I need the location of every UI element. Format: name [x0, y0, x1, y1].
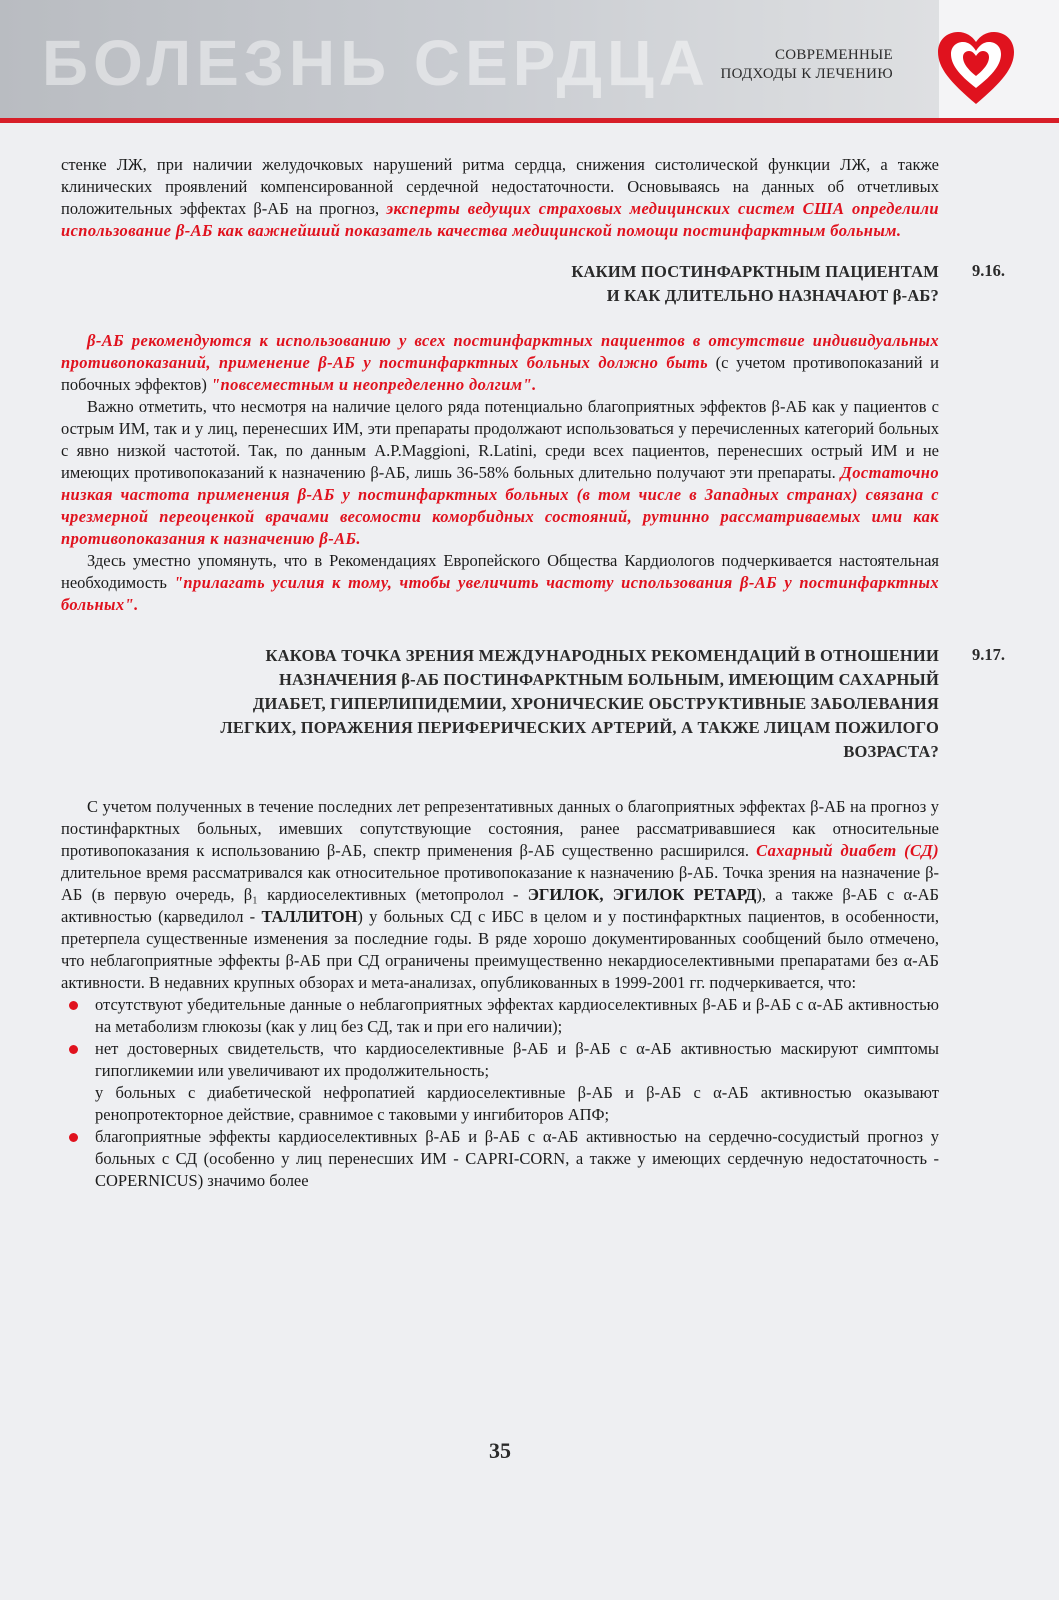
list-item — [61, 1126, 939, 1192]
list-item — [61, 1082, 939, 1126]
section-9-16-paragraph-1 — [61, 330, 939, 396]
page-content — [61, 154, 1005, 1192]
list-item-text: у больных с диабетической нефропатией кардиоселективные β-АБ и β-АБ с α-АБ активностью оказывают ренопротекторное действие, сравнимое с таковыми у ингибиторов АПФ; — [95, 1083, 939, 1124]
section-9-16-p1-highlight1: β-АБ рекомендуются к использованию у всех постинфарктных пациентов в отсутствие индивидуальных противопоказаний, применение β-АБ у постинфарктных больных должно быть — [61, 331, 939, 372]
drug-name-tallitone: ТАЛЛИТОН — [261, 907, 358, 926]
section-9-16-p3-highlight: "прилагать усилия к тому, чтобы увеличить частоту использования β-АБ у постинфарктных больных". — [61, 573, 940, 614]
section-9-16-p3-text: Здесь уместно упомянуть, что в Рекомендациях Европейского Общества Кардиологов подчеркивается настоятельная необходимость — [61, 551, 939, 592]
question-9-17-title-line2: НАЗНАЧЕНИЯ β-АБ ПОСТИНФАРКТНЫМ БОЛЬНЫМ, ИМЕЮЩИМ САХАРНЫЙ — [278, 670, 939, 689]
question-9-17 — [61, 644, 1005, 764]
section-9-16-paragraph-2 — [61, 396, 939, 550]
bullet-dot-icon — [69, 1045, 78, 1054]
list-item-text: нет достоверных свидетельств, что кардиоселективные β-АБ и β-АБ с α-АБ активностью маскируют симптомы гипогликемии или увеличивают их продолжительность; — [95, 1039, 939, 1080]
question-9-16-title — [61, 260, 939, 308]
section-9-17-p1-text-a: С учетом полученных в течение последних лет репрезентативных данных о благоприятных эффектах β-АБ на прогноз у постинфарктных больных, имевших сопутствующие состояния, ранее рассматривавшиеся как относительные противопоказания к использованию β-АБ, спектр применения β-АБ существенно расширился. — [61, 797, 939, 860]
heart-logo-icon — [936, 30, 1016, 108]
drug-name-egilok: ЭГИЛОК, ЭГИЛОК РЕТАРД — [527, 885, 757, 904]
intro-highlight: эксперты ведущих страховых медицинских систем США определили использование β-АБ как важнейший показатель качества медицинской помощи постинфарктным больным. — [61, 199, 940, 240]
bullet-dot-icon — [69, 1001, 78, 1010]
list-item-text: благоприятные эффекты кардиоселективных β-АБ и β-АБ с α-АБ активностью на сердечно-сосудистый прогноз у больных с СД (особенно у лиц перенесших ИМ - CAPRI-CORN, а также у имеющих сердечную недостаточность - COPERNICUS) значимо более — [95, 1127, 939, 1190]
header-subtitle-line1: СОВРЕМЕННЫЕ — [774, 47, 893, 63]
header-red-rule — [0, 118, 1059, 123]
list-item — [61, 994, 939, 1038]
page-header — [0, 0, 1059, 120]
question-9-16-number: 9.16. — [972, 261, 1005, 280]
question-9-16-title-line1: КАКИМ ПОСТИНФАРКТНЫМ ПАЦИЕНТАМ — [571, 262, 939, 281]
question-9-17-title-line3: ДИАБЕТ, ГИПЕРЛИПИДЕМИИ, ХРОНИЧЕСКИЕ ОБСТРУКТИВНЫЕ ЗАБОЛЕВАНИЯ — [252, 694, 939, 713]
intro-paragraph — [61, 154, 939, 242]
section-9-17-p1-text-c: ), а также β-АБ с α-АБ активностью (карведилол - — [61, 885, 940, 926]
question-9-17-title — [61, 644, 939, 764]
header-subtitle-line2: ПОДХОДЫ К ЛЕЧЕНИЮ — [720, 66, 893, 82]
section-9-17-p1-text-d: ) у больных СД с ИБС в целом и у постинфарктных пациентов, в особенности, претерпела существенные изменения за последние годы. В ряде хорошо документированных сообщений было отмечено, что неблагоприятные эффекты β-АБ при СД ограничены преимущественно некардиоселективными препаратами без α-АБ активности. В недавних крупных обзорах и мета-анализах, опубликованных в 1999-2001 гг. подчеркивается, что: — [61, 907, 939, 992]
question-9-17-title-line4: ЛЕГКИХ, ПОРАЖЕНИЯ ПЕРИФЕРИЧЕСКИХ АРТЕРИЙ, А ТАКЖЕ ЛИЦАМ ПОЖИЛОГО — [220, 718, 939, 737]
question-9-17-title-line5: ВОЗРАСТА? — [843, 742, 939, 761]
header-subtitle — [720, 46, 893, 84]
page-number: 35 — [489, 1438, 511, 1463]
section-9-16-p2-highlight: Достаточно низкая частота применения β-АБ у постинфарктных больных (в том числе в Западных странах) связана с чрезмерной переоценкой врачами весомости коморбидных состояний, рутинно рассматриваемых ими как противопоказания к назначению β-АБ. — [61, 463, 939, 548]
question-9-16 — [61, 260, 1005, 308]
question-9-17-number: 9.17. — [972, 645, 1005, 664]
bullet-dot-icon — [69, 1133, 78, 1142]
section-9-16-paragraph-3 — [61, 550, 939, 616]
section-9-17-p1-highlight: Сахарный диабет (СД) — [756, 841, 939, 860]
section-9-16-p2-text: Важно отметить, что несмотря на наличие целого ряда потенциально благоприятных эффектов β-АБ как у пациентов с острым ИМ, так и у лиц, перенесших ИМ, эти препараты продолжают использоваться у перечисленных категорий больных с явно низкой частотой. Так, по данным A.P.Maggioni, R.Latini, среди всех пациентов, перенесших острый ИМ и не имеющих противопоказаний к назначению β-АБ, лишь 36-58% больных длительно получают эти препараты. — [61, 397, 939, 482]
question-9-17-title-line1: КАКОВА ТОЧКА ЗРЕНИЯ МЕЖДУНАРОДНЫХ РЕКОМЕНДАЦИЙ В ОТНОШЕНИИ — [265, 646, 939, 665]
section-9-17-paragraph-1 — [61, 796, 939, 994]
findings-list — [61, 994, 939, 1192]
section-9-16-p1-highlight2: "повсеместным и неопределенно долгим". — [210, 375, 537, 394]
list-item — [61, 1038, 939, 1082]
question-9-16-title-line2: И КАК ДЛИТЕЛЬНО НАЗНАЧАЮТ β-АБ? — [606, 286, 939, 305]
section-9-17-p1-text-b: длительное время рассматривался как относительное противопоказание к назначению β-АБ. Точка зрения на назначение β-АБ (в первую очередь, β₁ кардиоселективных (метопролол - — [61, 863, 939, 904]
list-item-text: отсутствуют убедительные данные о неблагоприятных эффектах кардиоселективных β-АБ и β-АБ с α-АБ активностью на метаболизм глюкозы (как у лиц без СД, так и при его наличии); — [95, 995, 939, 1036]
intro-text: стенке ЛЖ, при наличии желудочковых нарушений ритма сердца, снижения систолической функции ЛЖ, а также клинических проявлений компенсированной сердечной недостаточности. Основываясь на данных об отчетливых положительных эффектах β-АБ на прогноз, — [61, 155, 939, 218]
header-watermark-title: БОЛЕЗНЬ СЕРДЦА — [42, 27, 710, 99]
section-9-16-p1-text: (с учетом противопоказаний и побочных эффектов) — [61, 353, 939, 394]
